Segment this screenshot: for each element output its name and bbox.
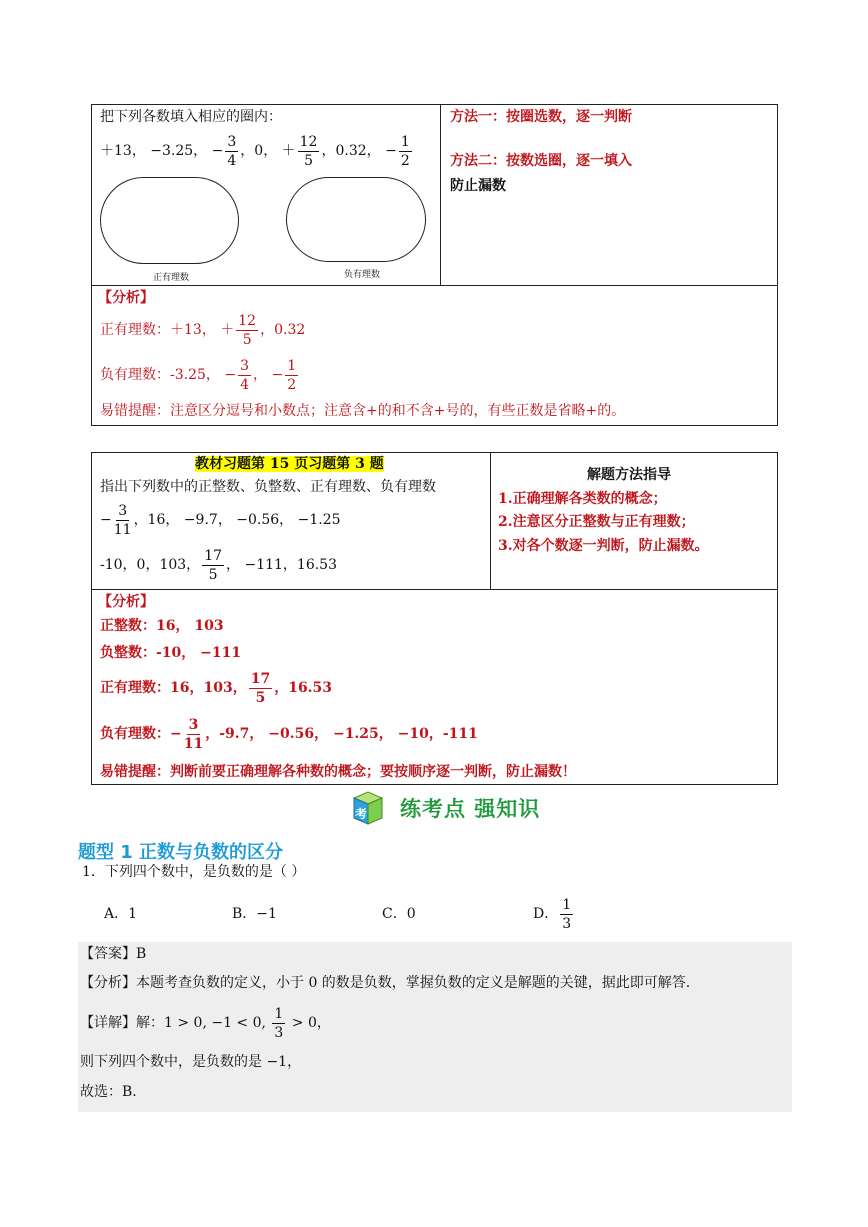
positive-rationals: 正有理数：16，103， $\frac{17}{5}$ ，16.53 — [100, 670, 333, 706]
fraction: $\frac{3}{4}$ — [227, 133, 237, 169]
method-note: 防止漏数 — [450, 178, 506, 194]
table1-positive-answer: 正有理数：＋13， ＋ $\frac{12}{5}$ ，0.32 — [100, 312, 306, 348]
positive-integers: 正整数：16， 103 — [100, 618, 224, 634]
table1-analysis-title: 【分析】 — [98, 290, 154, 306]
negative-rationals: 负有理数：− $\frac{3}{11}$ ，-9.7， −0.56， −1.25， −10，-111 — [100, 716, 478, 752]
table2-row-divider — [91, 589, 778, 590]
option-c: C．0 — [382, 906, 416, 922]
table1-numbers: ＋13， −3.25， − $\frac{3}{4}$ ，0， ＋ $\frac{12}{5}$ ，0.32， − $\frac{1}{2}$ — [100, 133, 410, 169]
fraction: $\frac{1}{2}$ — [400, 133, 410, 169]
exam-cube-icon — [348, 788, 388, 828]
table2-header: 教材习题第 15 页习题第 3 题 — [195, 456, 384, 472]
option-b: B．−1 — [232, 906, 277, 922]
method-one: 方法一：按圈选数，逐一判断 — [450, 109, 632, 125]
section-heading: 题型 1 正数与负数的区分 — [78, 842, 284, 863]
fraction: $\frac{12}{5}$ — [299, 133, 318, 169]
guide-item-3: 3.对各个数逐一判断，防止漏数。 — [498, 538, 709, 554]
table1-tip: 易错提醒：注意区分逗号和小数点；注意含+的和不含+号的，有些正数是省略+的。 — [100, 403, 626, 419]
analysis: 【分析】本题考查负数的定义，小于 0 的数是负数，掌握负数的定义是解题的关键，据此即可解答. — [80, 975, 691, 991]
fraction: $\frac{1}{3}$ — [274, 1005, 284, 1041]
positive-rational-oval — [100, 177, 239, 264]
guide-title: 解题方法指导 — [587, 467, 671, 483]
table2-analysis-title: 【分析】 — [98, 594, 154, 610]
final-answer: 故选：B. — [80, 1084, 137, 1100]
fraction: $\frac{3}{4}$ — [240, 357, 250, 393]
table2-instruction: 指出下列数中的正整数、负整数、正有理数、负有理数 — [100, 479, 436, 495]
fraction: $\frac{1}{2}$ — [287, 357, 297, 393]
guide-item-1: 1.正确理解各类数的概念； — [498, 491, 667, 507]
table1-divider — [440, 104, 441, 286]
negative-rational-label: 负有理数 — [344, 270, 381, 280]
option-a: A．1 — [104, 906, 138, 922]
fraction: $\frac{1}{3}$ — [562, 896, 572, 932]
table2-numbers-line2: -10，0，103， $\frac{17}{5}$ ， −111，16.53 — [100, 547, 337, 583]
conclusion: 则下列四个数中，是负数的是 −1， — [80, 1054, 302, 1070]
negative-rational-oval — [286, 177, 426, 262]
question: 1．下列四个数中，是负数的是（ ） — [82, 864, 306, 880]
fraction: $\frac{3}{11}$ — [113, 502, 132, 538]
fraction: $\frac{17}{5}$ — [250, 670, 271, 706]
fraction: $\frac{12}{5}$ — [238, 312, 257, 348]
table2-numbers-line1: − $\frac{3}{11}$ ，16， −9.7， −0.56， −1.25 — [100, 502, 341, 538]
guide-item-2: 2.注意区分正整数与正有理数； — [498, 514, 695, 530]
option-d: D． $\frac{1}{3}$ — [533, 896, 572, 932]
banner-title: 练考点 强知识 — [400, 797, 541, 821]
exam-cube-char: 考 — [355, 807, 368, 821]
method-two: 方法二：按数选圈，逐一填入 — [450, 153, 632, 169]
fraction: $\frac{3}{11}$ — [183, 716, 204, 752]
table2-tip: 易错提醒：判断前要正确理解各种数的概念；要按顺序逐一判断，防止漏数！ — [100, 764, 576, 780]
table2-divider — [490, 452, 491, 590]
answer: 【答案】B — [80, 946, 147, 962]
fraction: $\frac{17}{5}$ — [204, 547, 223, 583]
table1-row-divider — [91, 285, 778, 286]
detail: 【详解】解：1 > 0, −1 < 0, $\frac{1}{3}$ > 0， — [80, 1005, 331, 1041]
table1-negative-answer: 负有理数：-3.25， − $\frac{3}{4}$ ， − $\frac{1}{2}$ — [100, 357, 297, 393]
table1-instruction: 把下列各数填入相应的圈内： — [100, 109, 282, 125]
positive-rational-label: 正有理数 — [153, 273, 190, 283]
negative-integers: 负整数：-10， −111 — [100, 645, 242, 661]
